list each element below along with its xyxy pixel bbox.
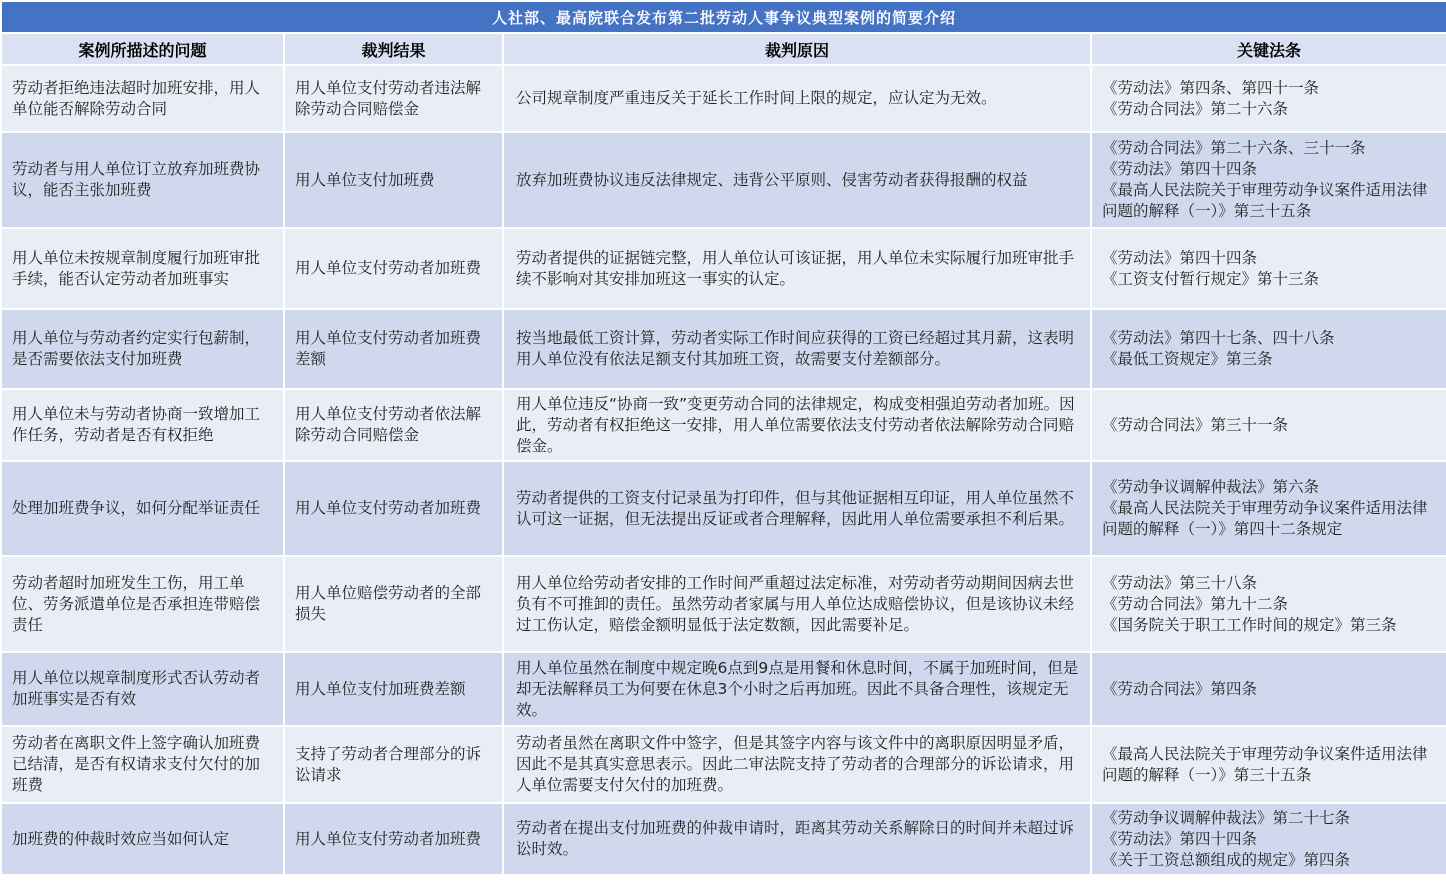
law-reference: 《劳动合同法》第二十六条、三十一条 [1102,139,1366,157]
table-row [1,65,1446,132]
table-title: 人社部、最高院联合发布第二批劳动人事争议典型案例的简要介绍 [1,1,1446,33]
law-reference: 《劳动法》第四十四条 [1102,248,1258,267]
case-reason: 劳动者在提出支付加班费的仲裁申请时，距离其劳动关系解除日的时间并未超过诉讼时效。 [503,803,1091,875]
case-result: 用人单位支付加班费 [284,132,503,228]
case-laws [1091,228,1446,309]
table-row [1,389,1446,461]
law-reference: 《劳动争议调解仲裁法》第六条 [1102,478,1320,496]
case-reason: 用人单位违反“协商一致”变更劳动合同的法律规定，构成变相强迫劳动者加班。因此，劳动者有权拒绝这一安排，用人单位需要依法支付劳动者依法解除劳动合同赔偿金。 [503,389,1091,461]
table-row [1,652,1446,726]
case-result: 用人单位支付劳动者加班费 [284,228,503,309]
case-result: 用人单位赔偿劳动者的全部损失 [284,556,503,652]
law-reference: 《劳动合同法》第三十一条 [1102,415,1289,434]
case-result: 用人单位支付加班费差额 [284,652,503,726]
law-reference: 《最高人民法院关于审理劳动争议案件适用法律问题的解释（一）》第三十五条 [1102,744,1428,784]
case-question: 劳动者拒绝违法超时加班安排，用人单位能否解除劳动合同 [1,65,284,132]
law-reference: 《最低工资规定》第三条 [1102,350,1273,368]
law-reference: 《国务院关于职工工作时间的规定》第三条 [1102,615,1397,634]
case-question: 用人单位未按规章制度履行加班审批手续，能否认定劳动者加班事实 [1,228,284,309]
law-reference: 《劳动合同法》第九十二条 [1102,594,1289,613]
law-reference: 《劳动法》第四条、第四十一条 [1102,78,1320,97]
case-question: 处理加班费争议，如何分配举证责任 [1,461,284,556]
law-reference: 《最高人民法院关于审理劳动争议案件适用法律问题的解释（一）》第四十二条规定 [1102,499,1428,538]
case-laws [1091,652,1446,726]
case-laws [1091,389,1446,461]
case-reason: 按当地最低工资计算，劳动者实际工作时间应获得的工资已经超过其月薪，这表明用人单位没有依法足额支付其加班工资，故需要支付差额部分。 [503,309,1091,389]
case-laws [1091,65,1446,132]
case-result: 用人单位支付劳动者加班费 [284,803,503,875]
law-reference: 《劳动合同法》第二十六条 [1102,99,1289,118]
law-reference: 《劳动法》第四十七条、四十八条 [1102,329,1335,347]
case-reason: 劳动者提供的证据链完整，用人单位认可该证据，用人单位未实际履行加班审批手续不影响对其安排加班这一事实的认定。 [503,228,1091,309]
table-row [1,461,1446,556]
case-reason: 用人单位虽然在制度中规定晚6点到9点是用餐和休息时间，不属于加班时间，但是却无法解释员工为何要在休息3个小时之后再加班。因此不具备合理性，该规定无效。 [503,652,1091,726]
law-reference: 《劳动法》第三十八条 [1102,573,1258,592]
case-reason: 劳动者虽然在离职文件中签字，但是其签字内容与该文件中的离职原因明显矛盾，因此不是其真实意思表示。因此二审法院支持了劳动者的合理部分的诉讼请求，用人单位需要支付欠付的加班费。 [503,726,1091,803]
case-result: 用人单位支付劳动者加班费差额 [284,309,503,389]
case-reason: 用人单位给劳动者安排的工作时间严重超过法定标准，对劳动者劳动期间因病去世负有不可推卸的责任。虽然劳动者家属与用人单位达成赔偿协议，但是该协议未经过工伤认定，赔偿金额明显低于法定数额，因此需要补足。 [503,556,1091,652]
header-result: 裁判结果 [284,33,503,65]
table-row [1,556,1446,652]
law-reference: 《最高人民法院关于审理劳动争议案件适用法律问题的解释（一）》第三十五条 [1102,181,1428,220]
header-reason: 裁判原因 [503,33,1091,65]
case-laws [1091,556,1446,652]
case-reason: 公司规章制度严重违反关于延长工作时间上限的规定，应认定为无效。 [503,65,1091,132]
case-laws [1091,726,1446,803]
case-laws [1091,132,1446,228]
case-laws [1091,461,1446,556]
case-question: 用人单位与劳动者约定实行包薪制，是否需要依法支付加班费 [1,309,284,389]
header-question: 案例所描述的问题 [1,33,284,65]
case-result: 用人单位支付劳动者加班费 [284,461,503,556]
header-laws: 关键法条 [1091,33,1446,65]
case-laws [1091,309,1446,389]
law-reference: 《劳动合同法》第四条 [1102,679,1258,698]
case-result: 用人单位支付劳动者违法解除劳动合同赔偿金 [284,65,503,132]
table-row [1,228,1446,309]
case-question: 劳动者在离职文件上签字确认加班费已结清，是否有权请求支付欠付的加班费 [1,726,284,803]
table-row [1,309,1446,389]
case-reason: 劳动者提供的工资支付记录虽为打印件，但与其他证据相互印证，用人单位虽然不认可这一证据，但无法提出反证或者合理解释，因此用人单位需要承担不利后果。 [503,461,1091,556]
table-row [1,132,1446,228]
case-laws [1091,803,1446,875]
case-question: 用人单位未与劳动者协商一致增加工作任务，劳动者是否有权拒绝 [1,389,284,461]
case-result: 支持了劳动者合理部分的诉讼请求 [284,726,503,803]
law-reference: 《劳动法》第四十四条 [1102,160,1258,178]
law-reference: 《劳动争议调解仲裁法》第二十七条 [1102,808,1351,827]
case-reason: 放弃加班费协议违反法律规定、违背公平原则、侵害劳动者获得报酬的权益 [503,132,1091,228]
table-row [1,803,1446,875]
case-result: 用人单位支付劳动者依法解除劳动合同赔偿金 [284,389,503,461]
table-row [1,726,1446,803]
case-question: 加班费的仲裁时效应当如何认定 [1,803,284,875]
case-question: 劳动者超时加班发生工伤，用工单位、劳务派遣单位是否承担连带赔偿责任 [1,556,284,652]
law-reference: 《劳动法》第四十四条 [1102,829,1258,848]
case-question: 用人单位以规章制度形式否认劳动者加班事实是否有效 [1,652,284,726]
law-reference: 《工资支付暂行规定》第十三条 [1102,269,1320,288]
law-reference: 《关于工资总额组成的规定》第四条 [1102,850,1351,869]
case-question: 劳动者与用人单位订立放弃加班费协议，能否主张加班费 [1,132,284,228]
